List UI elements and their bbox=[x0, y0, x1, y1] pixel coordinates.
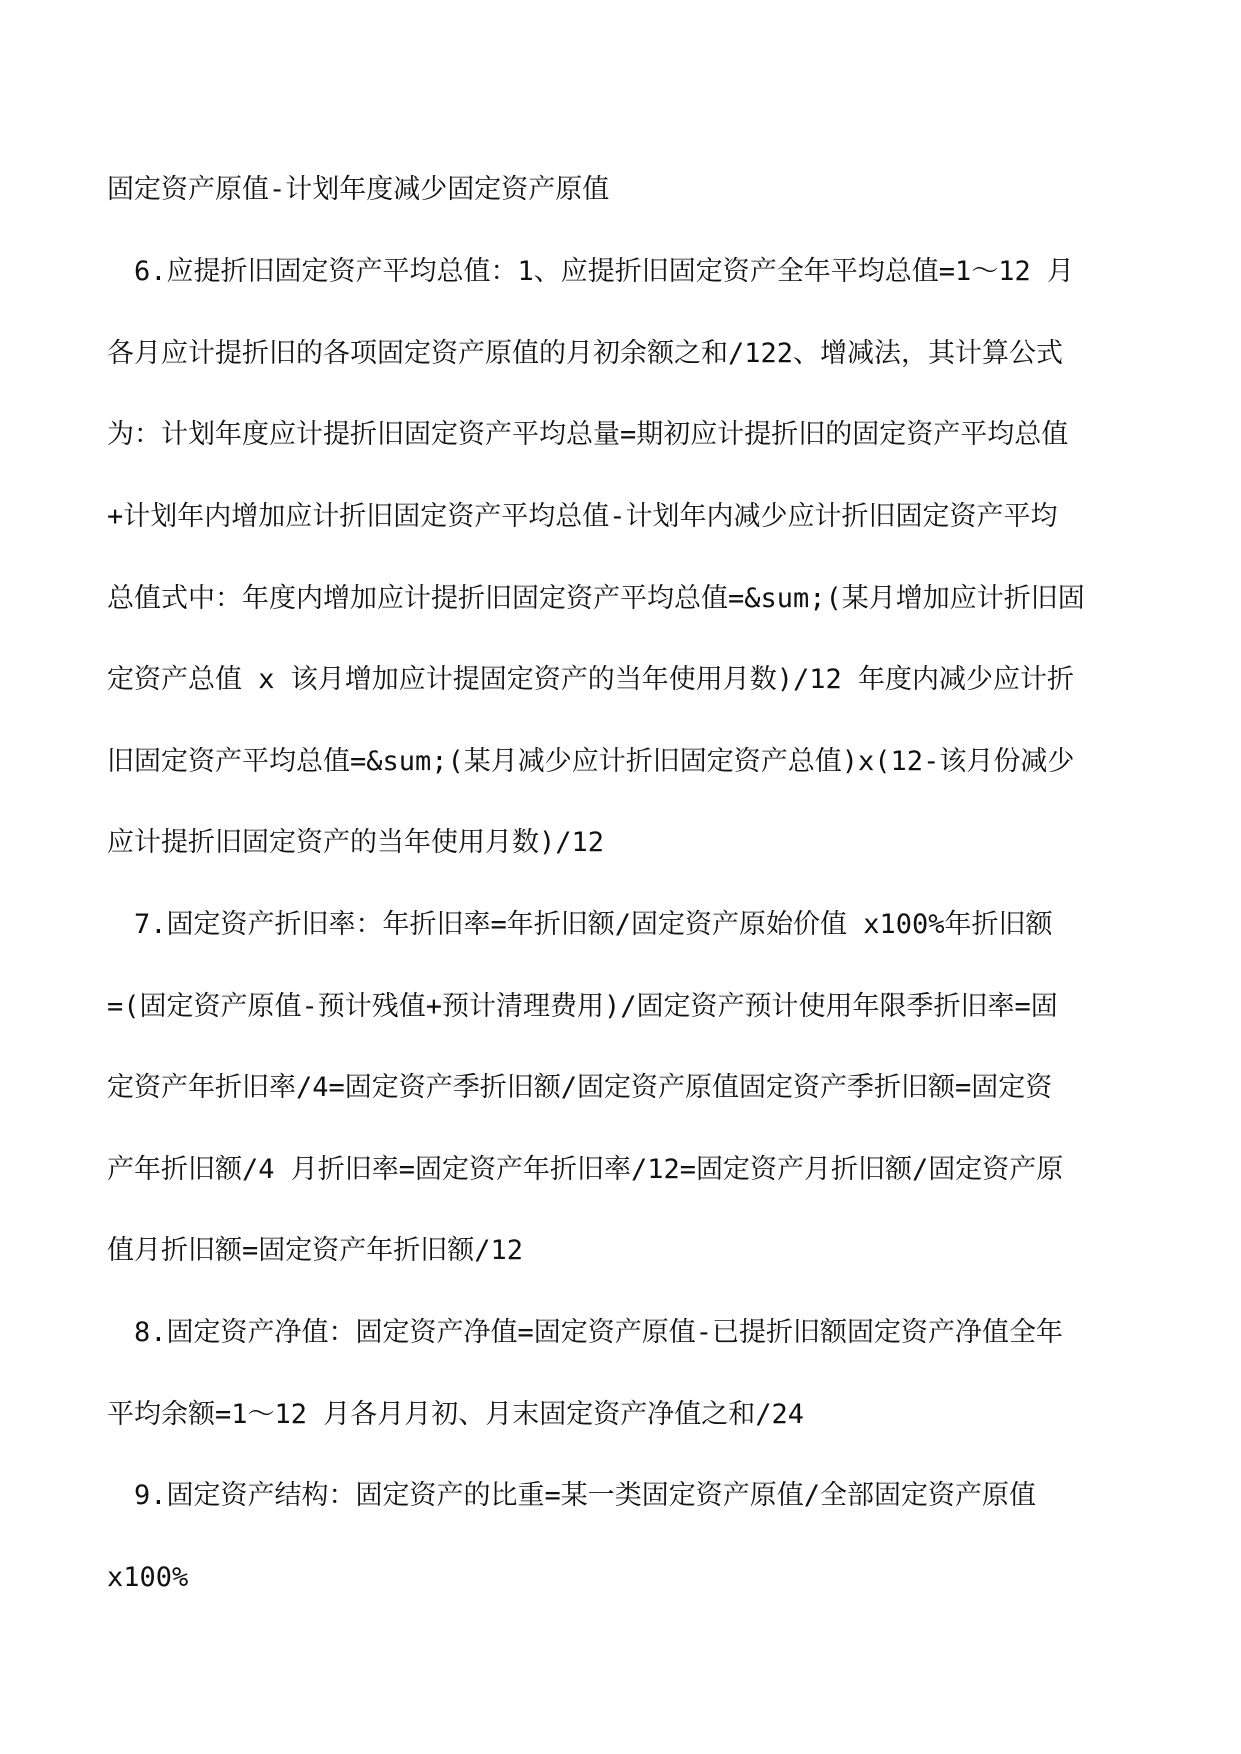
text-line: 总值式中：年度内增加应计提折旧固定资产平均总值=&sum;(某月增加应计折旧固 bbox=[107, 583, 1085, 614]
text-line: 9.固定资产结构：固定资产的比重=某一类固定资产原值/全部固定资产原值 bbox=[134, 1480, 1037, 1511]
text-line: 值月折旧额=固定资产年折旧额/12 bbox=[107, 1235, 524, 1266]
text-line: +计划年内增加应计折旧固定资产平均总值-计划年内减少应计折旧固定资产平均 bbox=[107, 501, 1058, 532]
text-line: 6.应提折旧固定资产平均总值：1、应提折旧固定资产全年平均总值=1～12 月 bbox=[134, 256, 1075, 287]
text-line: 为：计划年度应计提折旧固定资产平均总量=期初应计提折旧的固定资产平均总值 bbox=[107, 419, 1069, 450]
text-line: 7.固定资产折旧率：年折旧率=年折旧额/固定资产原始价值 x100%年折旧额 bbox=[134, 909, 1053, 940]
text-line: x100% bbox=[107, 1562, 189, 1593]
text-line: 定资产年折旧率/4=固定资产季折旧额/固定资产原值固定资产季折旧额=固定资 bbox=[107, 1072, 1053, 1103]
text-line: 平均余额=1～12 月各月月初、月末固定资产净值之和/24 bbox=[107, 1399, 805, 1430]
text-line: =(固定资产原值-预计残值+预计清理费用)/固定资产预计使用年限季折旧率=固 bbox=[107, 991, 1058, 1022]
text-line: 各月应计提折旧的各项固定资产原值的月初余额之和/122、增减法，其计算公式 bbox=[107, 338, 1064, 369]
text-line: 固定资产原值-计划年度减少固定资产原值 bbox=[107, 174, 610, 205]
text-line: 定资产总值 x 该月增加应计提固定资产的当年使用月数)/12 年度内减少应计折 bbox=[107, 664, 1075, 695]
text-line: 8.固定资产净值：固定资产净值=固定资产原值-已提折旧额固定资产净值全年 bbox=[134, 1317, 1064, 1348]
text-line: 产年折旧额/4 月折旧率=固定资产年折旧率/12=固定资产月折旧额/固定资产原 bbox=[107, 1154, 1064, 1185]
text-line: 旧固定资产平均总值=&sum;(某月减少应计折旧固定资产总值)x(12-该月份减少 bbox=[107, 746, 1075, 777]
text-line: 应计提折旧固定资产的当年使用月数)/12 bbox=[107, 827, 605, 858]
